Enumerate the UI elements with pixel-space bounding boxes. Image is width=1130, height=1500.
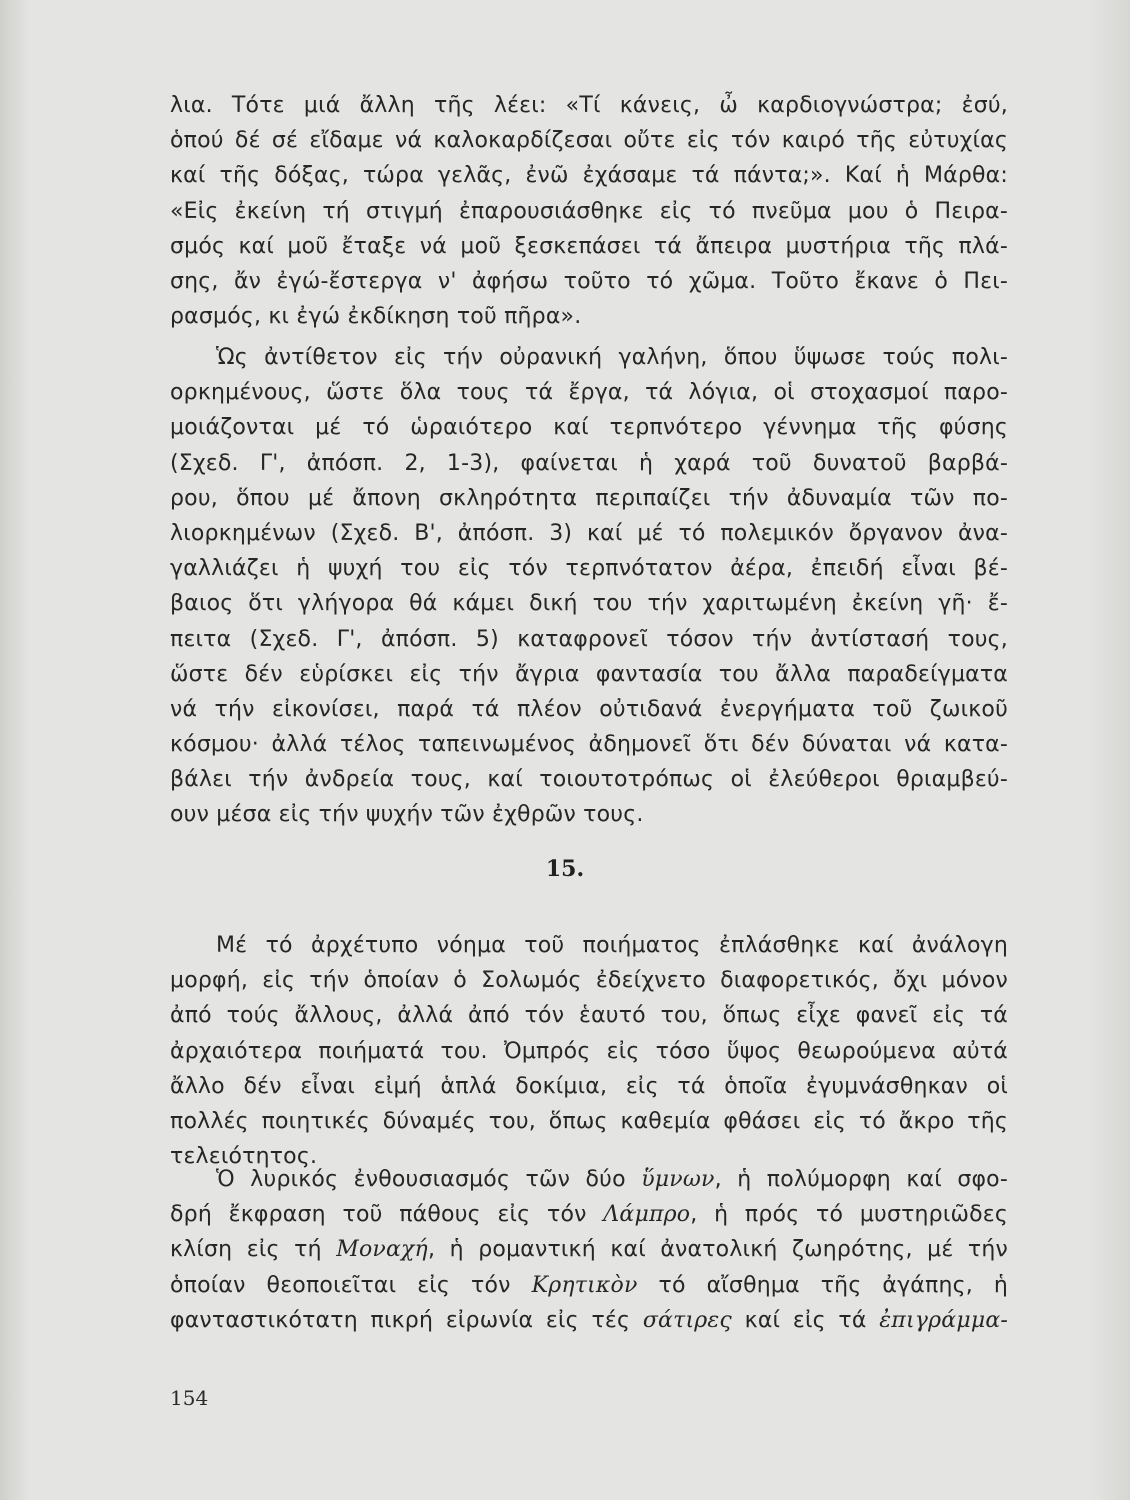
text-line: πειτα (Σχεδ. Γ', ἀπόσπ. 5) καταφρονεῖ τόσον τήν ἀντίστασή τους, xyxy=(170,626,1008,652)
paragraph-4 xyxy=(170,1162,1008,1338)
text-line: ορκημένους, ὥστε ὅλα τους τά ἔργα, τά λόγια, οἱ στοχασμοί παρο- xyxy=(170,380,1008,406)
work-title: ὕμνων xyxy=(641,1167,715,1192)
text-run: ὁποίαν θεοποιεῖται εἰς τόν xyxy=(170,1272,532,1298)
text-line: ρασμός, κι ἐγώ ἐκδίκηση τοῦ πῆρα». xyxy=(170,304,582,330)
text-line: ὥστε δέν εὑρίσκει εἰς τήν ἄγρια φαντασία του ἄλλα παραδείγματα xyxy=(170,661,1008,687)
text-line: νά τήν εἰκονίσει, παρά τά πλέον οὐτιδανά ἐνεργήματα τοῦ ζωικοῦ xyxy=(170,696,1008,722)
text-run: τό αἴσθημα τῆς ἀγάπης, ἡ xyxy=(637,1272,1008,1298)
text-line: σης, ἄν ἐγώ-ἔστεργα ν' ἀφήσω τοῦτο τό χῶμα. Τοῦτο ἔκανε ὁ Πει- xyxy=(170,268,1008,294)
text-line: λια. Τότε μιά ἄλλη τῆς λέει: «Τί κάνεις, ὦ καρδιογνώστρα; ἐσύ, xyxy=(170,93,1008,118)
text-line: Ὡς ἀντίθετον εἰς τήν οὐρανική γαλήνη, ὅπου ὕψωσε τούς πολι- xyxy=(216,345,1008,370)
text-line: τελειότητος. xyxy=(170,1144,318,1170)
text-line: ὁπού δέ σέ εἴδαμε νά καλοκαρδίζεσαι οὔτε εἰς τόν καιρό τῆς εὐτυχίας xyxy=(170,128,1008,154)
text-line xyxy=(170,1162,1008,1197)
page-edge-shadow-right xyxy=(1090,0,1130,1500)
text-line: βάλει τήν ἀνδρεία τους, καί τοιουτοτρόπως οἱ ἐλεύθεροι θριαμβεύ- xyxy=(170,767,1008,793)
text-line xyxy=(170,1197,1008,1232)
text-run: καί εἰς τά xyxy=(731,1307,880,1333)
text-line: ἀρχαιότερα ποιήματά του. Ὀμπρός εἰς τόσο ὕψος θεωρούμενα αὐτά xyxy=(170,1038,1008,1064)
text-line: πολλές ποιητικές δύναμές του, ὅπως καθεμία φθάσει εἰς τό ἄκρο τῆς xyxy=(170,1108,1008,1134)
text-line: μοιάζονται μέ τό ὡραιότερο καί τερπνότερο γέννημα τῆς φύσης xyxy=(170,415,1008,441)
paragraph-1 xyxy=(170,88,1008,334)
text-line xyxy=(170,1232,1008,1267)
text-run: φανταστικότατη πικρή εἰρωνία εἰς τές xyxy=(170,1307,643,1333)
section-number: 15. xyxy=(545,856,585,882)
text-line: σμός καί μοῦ ἔταξε νά μοῦ ξεσκεπάσει τά ἄπειρα μυστήρια τῆς πλά- xyxy=(170,233,1008,259)
text-line: λιορκημένων (Σχεδ. Β', ἀπόσπ. 3) καί μέ τό πολεμικόν ὄργανον ἀνα- xyxy=(170,520,1008,546)
work-title: Λάμπρο xyxy=(603,1202,691,1228)
page-number: 154 xyxy=(170,1386,209,1410)
text-line: μορφή, εἰς τήν ὁποίαν ὁ Σολωμός ἐδείχνετο διαφορετικός, ὄχι μόνον xyxy=(170,968,1008,994)
text-line: κόσμου· ἀλλά τέλος ταπεινωμένος ἀδημονεῖ ὅτι δέν δύναται νά κατα- xyxy=(170,732,1008,758)
text-run: Ὁ λυρικός ἐνθουσιασμός τῶν δύο xyxy=(216,1167,642,1192)
work-title: Μοναχή xyxy=(336,1237,428,1263)
text-line: ἄλλο δέν εἶναι εἰμή ἁπλά δοκίμια, εἰς τά ὁποῖα ἐγυμνάσθηκαν οἱ xyxy=(170,1073,1008,1099)
text-line: καί τῆς δόξας, τώρα γελᾶς, ἐνῶ ἐχάσαμε τά πάντα;». Καί ἡ Μάρθα: xyxy=(170,163,1008,189)
page-edge-shadow-left xyxy=(0,0,30,1500)
text-line xyxy=(170,1303,1008,1338)
text-line: βαιος ὅτι γλήγορα θά κάμει δική του τήν χαριτωμένη ἐκείνη γῆ· ἔ- xyxy=(170,591,1008,617)
work-title: σάτιρες xyxy=(642,1307,732,1333)
work-title: ἐπιγράμμα- xyxy=(879,1307,1009,1333)
text-line xyxy=(170,1268,1008,1303)
text-run: , ἡ ρομαντική καί ἀνατολική ζωηρότης, μέ τήν xyxy=(427,1237,1008,1263)
text-run: , ἡ πολύμορφη καί σφο- xyxy=(714,1167,1008,1192)
text-run: δρή ἔκφραση τοῦ πάθους εἰς τόν xyxy=(170,1202,604,1228)
text-line: γαλλιάζει ἡ ψυχή του εἰς τόν τερπνότατον ἀέρα, ἐπειδή εἶναι βέ- xyxy=(170,556,1008,582)
text-line: (Σχεδ. Γ', ἀπόσπ. 2, 1-3), φαίνεται ἡ χαρά τοῦ δυνατοῦ βαρβά- xyxy=(170,450,1008,476)
work-title: Κρητικὸν xyxy=(531,1272,638,1298)
text-run: κλίση εἰς τή xyxy=(170,1237,337,1263)
text-line: ἀπό τούς ἄλλους, ἀλλά ἀπό τόν ἑαυτό του, ὅπως εἶχε φανεῖ εἰς τά xyxy=(170,1003,1008,1029)
text-line: Μέ τό ἀρχέτυπο νόημα τοῦ ποιήματος ἐπλάσθηκε καί ἀνάλογη xyxy=(216,933,1008,958)
paragraph-2 xyxy=(170,340,1008,833)
text-line: «Εἰς ἐκείνη τή στιγμή ἐπαρουσιάσθηκε εἰς τό πνεῦμα μου ὁ Πειρα- xyxy=(170,198,1008,224)
text-run: , ἡ πρός τό μυστηριῶδες xyxy=(690,1202,1008,1228)
text-line: ρου, ὅπου μέ ἄπονη σκληρότητα περιπαίζει τήν ἀδυναμία τῶν πο- xyxy=(170,485,1008,511)
text-line: ουν μέσα εἰς τήν ψυχήν τῶν ἐχθρῶν τους. xyxy=(170,802,644,828)
paragraph-3 xyxy=(170,928,1008,1174)
